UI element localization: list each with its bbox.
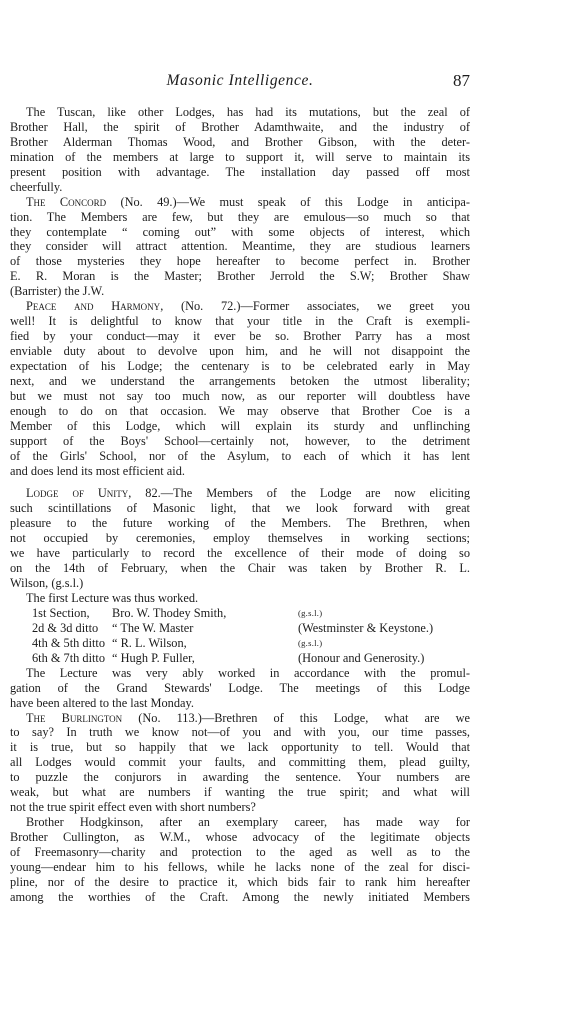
text-line: young—endear him to his fellows, while he lacks none of the zeal for disci- (10, 859, 470, 874)
lecture-row: 4th & 5th ditto “ R. L. Wilson, (g.s.l.) (32, 635, 323, 650)
text-line: of those mysteries they hope hereafter to become perfect in. Brother (10, 254, 470, 269)
text-line: to puzzle the conjurors in awarding the sentence. Your numbers are (10, 770, 470, 785)
text-line: and does lend its most efficient aid. (10, 463, 185, 478)
text-line: fied by your conduct—may it ever be so. Brother Parry has a most (10, 329, 470, 344)
text-line: Brother Alderman Thomas Wood, and Brother Gibson, with the deter- (10, 134, 470, 149)
text-line: Brother Cullington, as W.M., whose advocacy of the legitimate objects (10, 830, 470, 844)
text-line: mination of the members at large to support it, will serve to maintain its (10, 149, 470, 164)
text-line: The Lecture was very ably worked in accordance with the promul- (26, 665, 470, 680)
lecture-row: 1st Section, Bro. W. Thodey Smith, (g.s.l.) (32, 605, 323, 620)
page-number: 87 (453, 71, 470, 90)
paragraph-tuscan (10, 105, 470, 195)
lecture-row: 2d & 3d ditto “ The W. Master (Westminster & Keystone.) (32, 620, 434, 635)
text-line: cheerfully. (10, 179, 63, 194)
text-line: tion. The Members are few, but they are emulous—so much so that (10, 209, 470, 224)
text-line: well! It is delightful to know that your title in the Craft is exempli- (10, 314, 470, 329)
text-line: (Barrister) the J.W. (10, 284, 105, 299)
paragraph-peace-and-harmony (10, 299, 470, 478)
lecture-table (10, 606, 470, 666)
lodge-name: Peace and Harmony (26, 299, 161, 314)
page-header (10, 72, 470, 94)
text-line: The Tuscan, like other Lodges, has had its mutations, but the zeal of (26, 105, 470, 119)
lodge-name: Lodge of Unity (26, 486, 129, 501)
text-line: gation of the Grand Stewards' Lodge. The meetings of this Lodge (10, 680, 470, 695)
text-line: of Freemasonry—charity and protection to the aged as well as to the (10, 844, 470, 859)
text-line: pline, nor of the desire to practice it, which bids fair to rank him hereafter (10, 874, 470, 889)
text-line: of the Girls' School, nor of the Asylum, to each of which it has lent (10, 448, 470, 463)
text-line: among the worthies of the Craft. Among the newly initiated Members (10, 889, 470, 904)
text-line: have been altered to the last Monday. (10, 695, 194, 710)
paragraph-burlington (10, 711, 470, 816)
text-line: present position with advantage. The installation day passed off most (10, 164, 470, 179)
text-line: such scintillations of Masonic light, that we look forward with great (10, 501, 470, 516)
text-line: not the true spirit effect even with short numbers? (10, 800, 256, 815)
text-line: Peace and Harmony, (No. 72.)—Former associates, we greet you (26, 299, 470, 314)
text-line: to say? In truth we know not—of you and with you, our time passes, (10, 725, 470, 740)
text-line: Brother Hall, the spirit of Brother Adamthwaite, and the industry of (10, 119, 470, 134)
article-body (10, 105, 470, 905)
paragraph-lodge-of-unity (10, 486, 470, 710)
text-line: next, and we understand the arrangements betoken the utmost liberality; (10, 373, 470, 388)
text-line: pleasure to the future working of the Members. The Brethren, when (10, 516, 470, 531)
text-line: The Burlington (No. 113.)—Brethren of this Lodge, what are we (26, 710, 470, 725)
text-line: weak, but what are numbers if wanting the true spirit; and what will (10, 785, 470, 800)
lodge-name: The Burlington (26, 710, 123, 725)
paragraph-concord (10, 195, 470, 300)
paragraph-hodgkinson (10, 815, 470, 905)
text-line: we have particularly to record the excellence of their mode of doing so (10, 546, 470, 561)
lodge-name: The Concord (26, 194, 107, 209)
text-line: E. R. Moran is the Master; Brother Jerrold the S.W; Brother Shaw (10, 269, 470, 284)
text-line: expectation of his Lodge; the centenary is to be celebrated early in May (10, 358, 470, 373)
text-line: Wilson, (g.s.l.) (10, 576, 84, 591)
text-line: not occupied by ceremonies, employ themselves in working sections; (10, 531, 470, 546)
text-line: Lodge of Unity, 82.—The Members of the Lodge are now eliciting (26, 486, 471, 501)
text-line: all Lodges would commit your faults, and committing them, plead guilty, (10, 755, 470, 770)
text-line: they consider will attract attention. Meantime, they are studious learners (10, 239, 470, 254)
text-line: enough to do on that occasion. We may observe that Brother Coe is a (10, 403, 470, 418)
text-line: they contemplate “ coming out” with some objects of interest, which (10, 224, 470, 239)
text-line: The first Lecture was thus worked. (26, 591, 199, 605)
running-title: Masonic Intelligence. (166, 72, 314, 89)
text-line: The Concord (No. 49.)—We must speak of this Lodge in anticipa- (26, 194, 470, 209)
text-line: on the 14th of February, when the Chair was taken by Brother R. L. (10, 561, 470, 576)
text-line: enviable duty about to devolve upon him, and he will not disappoint the (10, 344, 470, 358)
text-line: it is true, but so happily that we lack opportunity to tell. Would that (10, 740, 470, 755)
lecture-row: 6th & 7th ditto “ Hugh P. Fuller, (Honour and Generosity.) (32, 650, 425, 665)
text-line: support of the Boys' School—certainly not, however, to the detriment (10, 433, 470, 448)
text-line: but we must not say too much now, as our reporter will doubtless have (10, 388, 470, 403)
text-line: Member of this Lodge, which will explain its sturdy and unflinching (10, 418, 470, 433)
text-line: Brother Hodgkinson, after an exemplary career, has made way for (26, 815, 470, 830)
